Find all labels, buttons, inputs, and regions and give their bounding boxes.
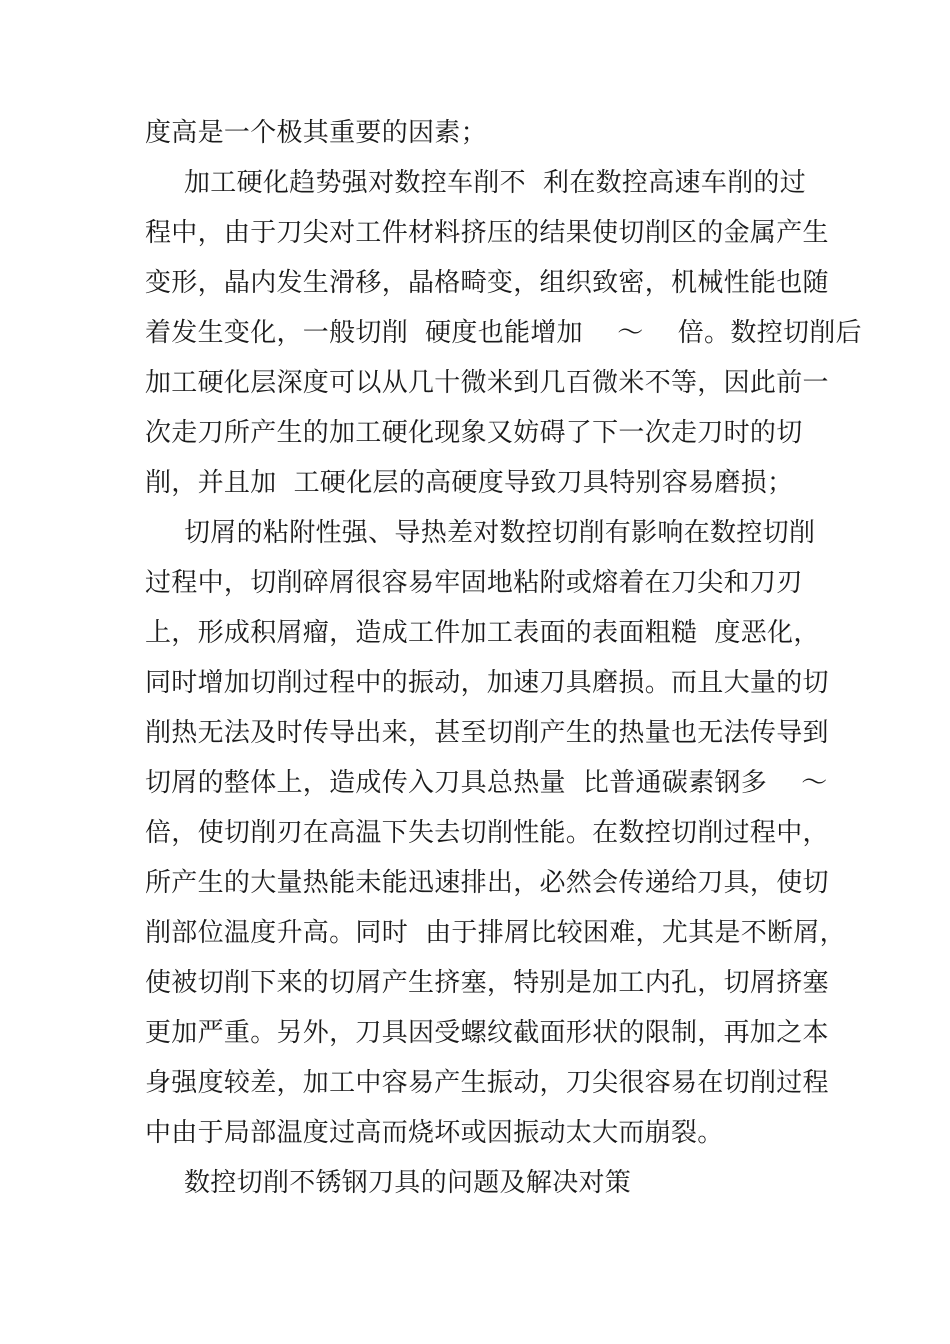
text-line: 削，并且加 工硬化层的高硬度导致刀具特别容易磨损； <box>145 468 794 498</box>
text-line: 削部位温度升高。同时 由于排屑比较困难，尤其是不断屑， <box>145 918 846 948</box>
text-line: 身强度较差，加工中容易产生振动，刀尖很容易在切削过程 <box>145 1068 829 1098</box>
text-line: 同时增加切削过程中的振动，加速刀具磨损。而且大量的切 <box>145 668 829 698</box>
text-line: 上，形成积屑瘤，造成工件加工表面的表面粗糙 度恶化， <box>145 618 820 648</box>
text-line: 中由于局部温度过高而烧坏或因振动太大而崩裂。 <box>145 1118 724 1148</box>
text-line: 着发生变化，一般切削 硬度也能增加 ～ 倍。数控切削后 <box>145 318 862 348</box>
paragraph-start-line: 切屑的粘附性强、导热差对数控切削有影响在数控切削 <box>184 518 816 548</box>
paragraph-start-line: 加工硬化趋势强对数控车削不 利在数控高速车削的过 <box>184 168 807 198</box>
text-line: 过程中，切削碎屑很容易牢固地粘附或熔着在刀尖和刀刃 <box>145 568 803 598</box>
text-line: 变形，晶内发生滑移，晶格畸变，组织致密，机械性能也随 <box>145 268 829 298</box>
text-line: 使被切削下来的切屑产生挤塞，特别是加工内孔，切屑挤塞 <box>145 968 829 998</box>
text-line: 加工硬化层深度可以从几十微米到几百微米不等，因此前一 <box>145 368 829 398</box>
section-heading: 数控切削不锈钢刀具的问题及解决对策 <box>184 1168 632 1198</box>
text-line: 切屑的整体上，造成传入刀具总热量 比普通碳素钢多 ～ <box>145 768 828 798</box>
text-line: 程中，由于刀尖对工件材料挤压的结果使切削区的金属产生 <box>145 218 829 248</box>
text-line: 次走刀所产生的加工硬化现象又妨碍了下一次走刀时的切 <box>145 418 803 448</box>
text-line: 度高是一个极其重要的因素； <box>145 118 487 148</box>
text-line: 削热无法及时传导出来，甚至切削产生的热量也无法传导到 <box>145 718 829 748</box>
text-line: 更加严重。另外，刀具因受螺纹截面形状的限制，再加之本 <box>145 1018 829 1048</box>
text-line: 所产生的大量热能未能迅速排出，必然会传递给刀具，使切 <box>145 868 829 898</box>
text-line: 倍，使切削刃在高温下失去切削性能。在数控切削过程中， <box>145 818 829 848</box>
